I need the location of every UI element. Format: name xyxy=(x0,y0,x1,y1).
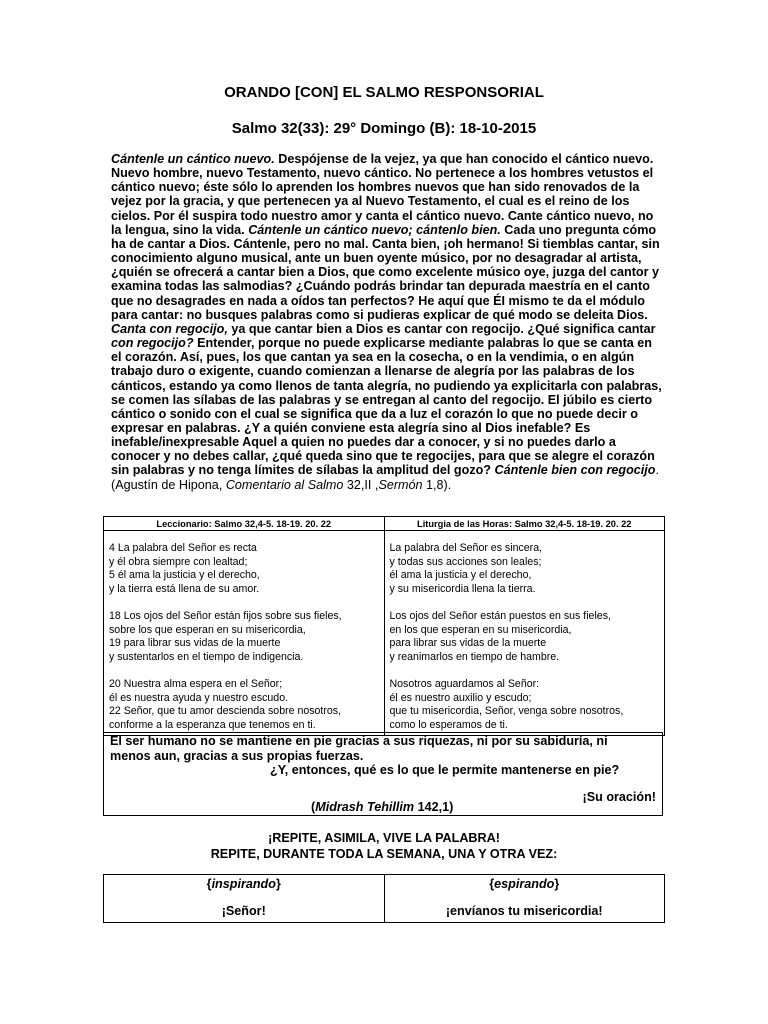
page-subtitle: Salmo 32(33): 29° Domingo (B): 18-10-2015 xyxy=(231,120,537,137)
verse-line: 4 La palabra del Señor es recta xyxy=(109,542,257,554)
commentary-text: ya que cantar bien a Dios es cantar con regocijo. ¿Qué significa cantar xyxy=(227,321,656,336)
commentary-citation: . (Agustín de Hipona, xyxy=(111,463,659,492)
commentary-italic: Cántenle un cántico nuevo; cántenlo bien. xyxy=(248,222,501,237)
quote-source-title: Midrash Tehillim xyxy=(315,800,415,814)
inhale-prayer: ¡Señor! xyxy=(221,904,266,918)
quote-question: ¿Y, entonces, qué es lo que le permite mantenerse en pie? xyxy=(270,763,620,777)
verse-line: 22 Señor, que tu amor descienda sobre nosotros, xyxy=(109,705,342,718)
verse-line: conforme a la esperanza que tenemos en ti. xyxy=(109,718,316,731)
commentary-italic: con regocijo? xyxy=(111,336,194,351)
inhale-label-text: inspirando xyxy=(211,877,276,891)
stanza xyxy=(109,542,380,596)
verse-line: y sustentarlos en el tiempo de indigencia. xyxy=(109,650,304,663)
commentary-italic: Cántenle un cántico nuevo. xyxy=(111,152,275,166)
exhale-column xyxy=(384,875,665,923)
verse-line: y la tierra está llena de su amor. xyxy=(109,582,260,595)
verse-line: y todas sus acciones son leales; xyxy=(389,555,542,568)
verse-line: y su misericordia llena la tierra. xyxy=(389,582,536,595)
verse-line: para librar sus vidas de la muerte xyxy=(389,637,547,650)
verse-line: como lo esperamos de ti. xyxy=(389,718,508,731)
psalm-comparison-table xyxy=(103,516,665,736)
verse-line: él es nuestro auxilio y escudo; xyxy=(389,691,532,704)
quote-source-paren: ( xyxy=(311,800,316,814)
verse-line: sobre los que esperan en su misericordia, xyxy=(109,623,306,636)
breath-prayer-table xyxy=(103,874,665,923)
verse-line: en los que esperan en su misericordia, xyxy=(389,623,572,636)
liturgia-column xyxy=(384,531,665,736)
leccionario-column xyxy=(104,531,385,736)
commentary-italic: Canta con regocijo, xyxy=(111,321,228,336)
brace: { xyxy=(489,877,495,891)
repeat-instruction: REPITE, DURANTE TODA LA SEMANA, UNA Y OTRA VEZ: xyxy=(210,847,558,861)
quote-source-ref: 142,1) xyxy=(414,800,454,814)
commentary-citation: 32,II , xyxy=(343,477,379,492)
stanza xyxy=(390,678,661,732)
commentary-citation-italic: Sermón xyxy=(378,477,423,492)
quote-line: El ser humano no se mantiene en pie gracias a sus riquezas, ni por su sabiduría, ni menos aun, gracias a sus propias fuerzas. xyxy=(110,734,608,763)
table-header-liturgia: Liturgia de las Horas: Salmo 32,4-5. 18-19. 20. 22 xyxy=(384,517,665,531)
verse-line: y reanimarlos en tiempo de hambre. xyxy=(389,650,560,663)
inhale-label xyxy=(108,877,380,892)
repeat-heading: ¡REPITE, ASIMILA, VIVE LA PALABRA! xyxy=(268,831,500,845)
quote-source xyxy=(311,800,453,815)
commentary-text: Entender, porque no puede explicarse mediante palabras lo que se canta en el corazón. Así, pues, los que cantan ya sea en la cosecha, o en la vendimia, o en algún trabajo duro o exigente, cuando comienzan a llenarse de alegría por las palabras de los cánticos, estando ya como llenos de tanta alegría, no pudiendo ya explicitarla con palabras, se comen las sílabas de las palabras y se entregan al canto del regocijo. El júbilo es cierto cántico o sonido con el cual se significa que da a luz el corazón lo que no puede decir o expresar en palabras. ¿Y a quién conviene esta alegría sino al Dios inefable? Es inefable/inexpresable Aquel a quien no puedes dar a conocer, y si no puedes darlo a conocer y no debes callar, ¿qué queda sino que te regocijes, para que se alegre el corazón sin palabras y no tenga límites de sílabas la amplitud del gozo? xyxy=(111,336,662,478)
midrash-quote-box xyxy=(103,732,663,816)
commentary-text: Despójense de la vejez, ya que han conocido el cántico nuevo. Nuevo hombre, nuevo Testamento, nuevo cántico. No pertenece a los hombres vetustos el cántico nuevo; éste sólo lo aprenden los hombres nuevos que han sido renovados de la vejez por la gracia, y que pertenecen ya al Nuevo Testamento, el cual es el reino de los cielos. Por él suspira todo nuestro amor y canta el cántico nuevo. Cante cántico nuevo, no la lengua, sino la vida. xyxy=(111,152,654,237)
exhale-label-text: espirando xyxy=(494,877,555,891)
exhale-label xyxy=(389,877,661,892)
verse-line: La palabra del Señor es sincera, xyxy=(389,542,543,554)
exhale-prayer: ¡envíanos tu misericordia! xyxy=(445,904,603,918)
stanza xyxy=(109,678,380,732)
stanza xyxy=(390,610,661,664)
brace: } xyxy=(554,877,560,891)
stanza xyxy=(390,542,661,596)
commentary-citation: 1,8). xyxy=(422,477,452,492)
table-header-leccionario: Leccionario: Salmo 32,4-5. 18-19. 20. 22 xyxy=(104,517,385,531)
verse-line: él ama la justicia y el derecho, xyxy=(389,569,532,582)
verse-line: 20 Nuestra alma espera en el Señor; xyxy=(109,677,283,690)
commentary-text: Cada uno pregunta cómo ha de cantar a Dios. Cántenle, pero no mal. Canta bien, ¡oh hermano! Si tiemblas cantar, sin conocimiento alguno musical, ante un buen oyente músico, por no desagradar al artista, ¿quién se ofrecerá a cantar bien a Dios, que como excelente músico oye, juzga del cantor y examina todas las salmodias? ¿Cuándo podrás brindar tan depurada maestría en el canto que no desagrades en nada a oídos tan perfectos? He aquí que ÉI mismo te da el módulo para cantar: no busques palabras como si pudieras explicar de qué modo se deleita Dios. xyxy=(111,222,660,322)
inhale-column xyxy=(104,875,385,923)
verse-line: 18 Los ojos del Señor están fijos sobre sus fieles, xyxy=(109,609,342,622)
quote-answer: ¡Su oración! xyxy=(582,790,656,804)
stanza xyxy=(109,610,380,664)
brace: } xyxy=(275,877,281,891)
brace: { xyxy=(206,877,212,891)
page-title: ORANDO [CON] EL SALMO RESPONSORIAL xyxy=(224,84,544,101)
verse-line: Nosotros aguardamos al Señor: xyxy=(389,677,540,690)
verse-line: 5 él ama la justicia y el derecho, xyxy=(109,569,260,582)
verse-line: que tu misericordia, Señor, venga sobre nosotros, xyxy=(389,705,624,718)
verse-line: 19 para librar sus vidas de la muerte xyxy=(109,637,281,650)
commentary-paragraph xyxy=(111,152,663,492)
verse-line: él es nuestra ayuda y nuestro escudo. xyxy=(109,691,289,704)
verse-line: Los ojos del Señor están puestos en sus fieles, xyxy=(389,609,611,622)
commentary-italic: Cántenle bien con regocijo xyxy=(494,463,656,478)
verse-line: y él obra siempre con lealtad; xyxy=(109,555,248,568)
commentary-citation-italic: Comentario al Salmo xyxy=(225,477,344,492)
